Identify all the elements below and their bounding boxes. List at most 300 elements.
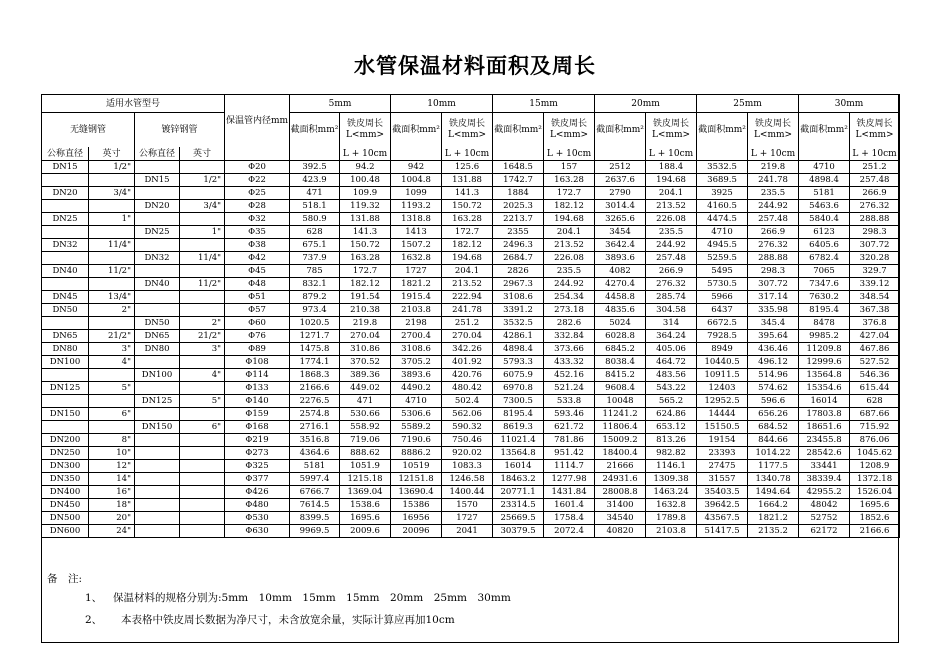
- area-5mm-cell: 2716.1: [290, 421, 340, 434]
- perimeter-25mm-cell: 276.32: [748, 239, 799, 252]
- seamless-nominal-cell: DN20: [42, 187, 89, 200]
- area-25mm-cell: 5966: [697, 291, 748, 304]
- area-30mm-cell: 4710: [799, 161, 850, 174]
- area-15mm-cell: 18463.2: [493, 473, 544, 486]
- perimeter-10mm-cell: 131.88: [442, 174, 493, 187]
- inner-diameter-cell: Φ60: [225, 317, 290, 330]
- area-30mm-cell: 7630.2: [799, 291, 850, 304]
- galvanized-nominal-cell: [135, 447, 180, 460]
- table-row: [42, 200, 900, 213]
- table-row: [42, 174, 900, 187]
- seamless-inch-cell: 13/4": [89, 291, 135, 304]
- galvanized-inch-cell: [180, 161, 225, 174]
- inner-diameter-cell: Φ38: [225, 239, 290, 252]
- galvanized-nominal-cell: DN20: [135, 200, 180, 213]
- seamless-nominal-cell: [42, 278, 89, 291]
- area-30mm-cell: 18651.6: [799, 421, 850, 434]
- perimeter-20mm-cell: 565.2: [646, 395, 697, 408]
- area-20mm-cell: 9608.4: [595, 382, 646, 395]
- table-row: [42, 408, 900, 421]
- galvanized-nominal-cell: DN15: [135, 174, 180, 187]
- perimeter-15mm-cell: 781.86: [544, 434, 595, 447]
- galvanized-nominal-cell: DN150: [135, 421, 180, 434]
- seamless-inch-cell: [89, 174, 135, 187]
- area-30mm-cell: 48042: [799, 499, 850, 512]
- area-25mm-cell: 10440.5: [697, 356, 748, 369]
- area-5mm-cell: 1868.3: [290, 369, 340, 382]
- galvanized-inch-cell: [180, 512, 225, 525]
- perimeter-15mm-cell: 332.84: [544, 330, 595, 343]
- area-30mm-cell: 6782.4: [799, 252, 850, 265]
- inner-diameter-cell: Φ377: [225, 473, 290, 486]
- perimeter-formula: L + 10cm: [748, 147, 799, 161]
- inner-diameter-cell: Φ140: [225, 395, 290, 408]
- perimeter-10mm-cell: 1727: [442, 512, 493, 525]
- area-20mm-cell: 31400: [595, 499, 646, 512]
- perimeter-header: 铁皮周长 L<mm>: [544, 113, 595, 148]
- area-5mm-cell: 1271.7: [290, 330, 340, 343]
- perimeter-5mm-cell: 210.38: [340, 304, 391, 317]
- perimeter-5mm-cell: 172.7: [340, 265, 391, 278]
- inner-diameter-cell: Φ48: [225, 278, 290, 291]
- area-30mm-cell: 11209.8: [799, 343, 850, 356]
- perimeter-30mm-cell: 715.92: [850, 421, 900, 434]
- inner-diameter-cell: Φ45: [225, 265, 290, 278]
- empty-cell: [697, 147, 748, 161]
- perimeter-5mm-cell: 100.48: [340, 174, 391, 187]
- area-30mm-cell: 4898.4: [799, 174, 850, 187]
- area-25mm-cell: 7928.5: [697, 330, 748, 343]
- area-20mm-cell: 18400.4: [595, 447, 646, 460]
- table-row: [42, 499, 900, 512]
- galvanized-nominal-cell: DN40: [135, 278, 180, 291]
- perimeter-15mm-cell: 1431.84: [544, 486, 595, 499]
- perimeter-25mm-cell: 345.4: [748, 317, 799, 330]
- area-5mm-cell: 9969.5: [290, 525, 340, 538]
- perimeter-25mm-cell: 1494.64: [748, 486, 799, 499]
- perimeter-15mm-cell: 204.1: [544, 226, 595, 239]
- perimeter-15mm-cell: 226.08: [544, 252, 595, 265]
- area-30mm-cell: 8478: [799, 317, 850, 330]
- perimeter-25mm-cell: 219.8: [748, 161, 799, 174]
- perimeter-30mm-cell: 615.44: [850, 382, 900, 395]
- area-25mm-cell: 14444: [697, 408, 748, 421]
- seamless-inch-cell: 10": [89, 447, 135, 460]
- table-row: [42, 252, 900, 265]
- perimeter-formula: L + 10cm: [442, 147, 493, 161]
- inner-diameter-cell: Φ273: [225, 447, 290, 460]
- galvanized-nominal-cell: [135, 512, 180, 525]
- area-15mm-cell: 3108.6: [493, 291, 544, 304]
- thickness-30mm: 30mm: [799, 95, 900, 113]
- seamless-nominal-cell: DN80: [42, 343, 89, 356]
- area-20mm-cell: 28008.8: [595, 486, 646, 499]
- perimeter-25mm-cell: 395.64: [748, 330, 799, 343]
- perimeter-15mm-cell: 2072.4: [544, 525, 595, 538]
- galvanized-inch-cell: 11/2": [180, 278, 225, 291]
- area-25mm-cell: 35403.5: [697, 486, 748, 499]
- seamless-inch-cell: 14": [89, 473, 135, 486]
- perimeter-20mm-cell: 235.5: [646, 226, 697, 239]
- perimeter-5mm-cell: 1538.6: [340, 499, 391, 512]
- area-20mm-cell: 11241.2: [595, 408, 646, 421]
- perimeter-25mm-cell: 596.6: [748, 395, 799, 408]
- area-20mm-cell: 34540: [595, 512, 646, 525]
- area-25mm-cell: 5730.5: [697, 278, 748, 291]
- perimeter-15mm-cell: 213.52: [544, 239, 595, 252]
- perimeter-10mm-cell: 401.92: [442, 356, 493, 369]
- galvanized-inch-cell: 1/2": [180, 174, 225, 187]
- seamless-inch-cell: 3": [89, 343, 135, 356]
- galvanized-nominal-cell: DN65: [135, 330, 180, 343]
- perimeter-5mm-cell: 530.66: [340, 408, 391, 421]
- area-15mm-cell: 4286.1: [493, 330, 544, 343]
- page-title: 水管保温材料面积及周长: [354, 54, 596, 78]
- galvanized-nominal-cell: [135, 161, 180, 174]
- perimeter-15mm-cell: 1758.4: [544, 512, 595, 525]
- galvanized-inch-cell: [180, 265, 225, 278]
- perimeter-10mm-cell: 1570: [442, 499, 493, 512]
- area-5mm-cell: 8399.5: [290, 512, 340, 525]
- seamless-nominal-cell: DN50: [42, 304, 89, 317]
- seamless-inch-cell: [89, 278, 135, 291]
- area-30mm-cell: 5181: [799, 187, 850, 200]
- inner-diameter-cell: Φ42: [225, 252, 290, 265]
- perimeter-15mm-cell: 433.32: [544, 356, 595, 369]
- perimeter-5mm-cell: 182.12: [340, 278, 391, 291]
- area-15mm-cell: 6970.8: [493, 382, 544, 395]
- galvanized-nominal-cell: DN80: [135, 343, 180, 356]
- table-row: [42, 304, 900, 317]
- area-15mm-cell: 1648.5: [493, 161, 544, 174]
- area-20mm-cell: 3265.6: [595, 213, 646, 226]
- galvanized-inch-cell: [180, 382, 225, 395]
- area-20mm-cell: 4270.4: [595, 278, 646, 291]
- galvanized-nominal-cell: [135, 434, 180, 447]
- perimeter-30mm-cell: 251.2: [850, 161, 900, 174]
- galvanized-nominal-cell: DN32: [135, 252, 180, 265]
- area-25mm-cell: 12952.5: [697, 395, 748, 408]
- inner-diameter-cell: Φ25: [225, 187, 290, 200]
- table-row: [42, 382, 900, 395]
- perimeter-20mm-cell: 464.72: [646, 356, 697, 369]
- area-10mm-cell: 10519: [391, 460, 442, 473]
- perimeter-10mm-cell: 182.12: [442, 239, 493, 252]
- area-30mm-cell: 13564.8: [799, 369, 850, 382]
- area-header: 截面积mm²: [391, 113, 442, 148]
- area-5mm-cell: 423.9: [290, 174, 340, 187]
- perimeter-20mm-cell: 213.52: [646, 200, 697, 213]
- seamless-inch-cell: 5": [89, 382, 135, 395]
- perimeter-30mm-cell: 266.9: [850, 187, 900, 200]
- perimeter-15mm-cell: 244.92: [544, 278, 595, 291]
- inner-diameter-header: 保温管内径mm: [225, 95, 290, 148]
- area-20mm-cell: 10048: [595, 395, 646, 408]
- area-5mm-cell: 628: [290, 226, 340, 239]
- galvanized-inch-cell: [180, 447, 225, 460]
- perimeter-10mm-cell: 920.02: [442, 447, 493, 460]
- galvanized-inch-cell: [180, 525, 225, 538]
- area-25mm-cell: 39642.5: [697, 499, 748, 512]
- area-25mm-cell: 12403: [697, 382, 748, 395]
- empty-cell: [290, 147, 340, 161]
- perimeter-10mm-cell: 590.32: [442, 421, 493, 434]
- perimeter-15mm-cell: 533.8: [544, 395, 595, 408]
- area-10mm-cell: 7190.6: [391, 434, 442, 447]
- area-20mm-cell: 15009.2: [595, 434, 646, 447]
- area-15mm-cell: 20771.1: [493, 486, 544, 499]
- area-20mm-cell: 8415.2: [595, 369, 646, 382]
- perimeter-25mm-cell: 1177.5: [748, 460, 799, 473]
- galvanized-inch-cell: 5": [180, 395, 225, 408]
- perimeter-30mm-cell: 1372.18: [850, 473, 900, 486]
- area-30mm-cell: 28542.6: [799, 447, 850, 460]
- area-10mm-cell: 1413: [391, 226, 442, 239]
- perimeter-30mm-cell: 257.48: [850, 174, 900, 187]
- perimeter-5mm-cell: 219.8: [340, 317, 391, 330]
- perimeter-5mm-cell: 2009.6: [340, 525, 391, 538]
- inner-diameter-cell: Φ57: [225, 304, 290, 317]
- seamless-inch-cell: 2": [89, 304, 135, 317]
- seamless-nominal-cell: DN65: [42, 330, 89, 343]
- area-20mm-cell: 4082: [595, 265, 646, 278]
- perimeter-5mm-cell: 719.06: [340, 434, 391, 447]
- perimeter-15mm-cell: 157: [544, 161, 595, 174]
- perimeter-20mm-cell: 194.68: [646, 174, 697, 187]
- galvanized-inch-cell: [180, 408, 225, 421]
- seamless-pipe-header: 无缝钢管: [42, 113, 135, 148]
- perimeter-15mm-cell: 194.68: [544, 213, 595, 226]
- seamless-nominal-cell: DN300: [42, 460, 89, 473]
- perimeter-15mm-cell: 254.34: [544, 291, 595, 304]
- perimeter-20mm-cell: 813.26: [646, 434, 697, 447]
- perimeter-25mm-cell: 574.62: [748, 382, 799, 395]
- inner-diameter-cell: Φ325: [225, 460, 290, 473]
- perimeter-15mm-cell: 521.24: [544, 382, 595, 395]
- area-10mm-cell: 1004.8: [391, 174, 442, 187]
- perimeter-15mm-cell: 1601.4: [544, 499, 595, 512]
- area-30mm-cell: 6123: [799, 226, 850, 239]
- area-30mm-cell: 23455.8: [799, 434, 850, 447]
- area-5mm-cell: 1774.1: [290, 356, 340, 369]
- insulation-table: [41, 94, 900, 538]
- perimeter-30mm-cell: 339.12: [850, 278, 900, 291]
- area-10mm-cell: 1318.8: [391, 213, 442, 226]
- area-header: 截面积mm²: [290, 113, 340, 148]
- area-20mm-cell: 8038.4: [595, 356, 646, 369]
- seamless-nominal-cell: DN500: [42, 512, 89, 525]
- area-20mm-cell: 24931.6: [595, 473, 646, 486]
- galvanized-inch-cell: [180, 304, 225, 317]
- galvanized-inch-cell: 3/4": [180, 200, 225, 213]
- thickness-25mm: 25mm: [697, 95, 799, 113]
- galvanized-nominal-cell: [135, 239, 180, 252]
- perimeter-30mm-cell: 628: [850, 395, 900, 408]
- seamless-nominal-cell: [42, 200, 89, 213]
- applicable-type-header: 适用水管型号: [42, 95, 225, 113]
- seamless-inch-cell: 1/2": [89, 161, 135, 174]
- perimeter-20mm-cell: 1789.8: [646, 512, 697, 525]
- perimeter-15mm-cell: 593.46: [544, 408, 595, 421]
- galvanized-nominal-cell: [135, 291, 180, 304]
- galvanized-inch-cell: [180, 213, 225, 226]
- perimeter-25mm-cell: 1664.2: [748, 499, 799, 512]
- inner-diameter-cell: Φ108: [225, 356, 290, 369]
- perimeter-10mm-cell: 150.72: [442, 200, 493, 213]
- seamless-inch-cell: 4": [89, 356, 135, 369]
- area-25mm-cell: 4945.5: [697, 239, 748, 252]
- perimeter-5mm-cell: 109.9: [340, 187, 391, 200]
- galvanized-inch-cell: 6": [180, 421, 225, 434]
- perimeter-15mm-cell: 621.72: [544, 421, 595, 434]
- galvanized-nominal-cell: [135, 473, 180, 486]
- note-2-text: 本表格中铁皮周长数据为净尺寸，未含放宽余量，实际计算应再加10cm: [121, 614, 455, 626]
- table-row: [42, 525, 900, 538]
- galvanized-nominal-cell: [135, 382, 180, 395]
- perimeter-10mm-cell: 194.68: [442, 252, 493, 265]
- perimeter-20mm-cell: 244.92: [646, 239, 697, 252]
- galvanized-nominal-cell: [135, 460, 180, 473]
- perimeter-10mm-cell: 172.7: [442, 226, 493, 239]
- perimeter-25mm-cell: 317.14: [748, 291, 799, 304]
- perimeter-5mm-cell: 370.52: [340, 356, 391, 369]
- perimeter-30mm-cell: 1695.6: [850, 499, 900, 512]
- table-row: [42, 356, 900, 369]
- perimeter-10mm-cell: 342.26: [442, 343, 493, 356]
- perimeter-25mm-cell: 244.92: [748, 200, 799, 213]
- galvanized-nominal-cell: DN50: [135, 317, 180, 330]
- area-25mm-cell: 3689.5: [697, 174, 748, 187]
- galvanized-inch-cell: 4": [180, 369, 225, 382]
- perimeter-10mm-cell: 163.28: [442, 213, 493, 226]
- perimeter-10mm-cell: 222.94: [442, 291, 493, 304]
- perimeter-30mm-cell: 527.52: [850, 356, 900, 369]
- perimeter-5mm-cell: 449.02: [340, 382, 391, 395]
- perimeter-25mm-cell: 335.98: [748, 304, 799, 317]
- table-row: [42, 473, 900, 486]
- area-5mm-cell: 580.9: [290, 213, 340, 226]
- area-15mm-cell: 6075.9: [493, 369, 544, 382]
- table-row: [42, 434, 900, 447]
- perimeter-10mm-cell: 270.04: [442, 330, 493, 343]
- area-30mm-cell: 15354.6: [799, 382, 850, 395]
- area-10mm-cell: 13690.4: [391, 486, 442, 499]
- area-10mm-cell: 2700.4: [391, 330, 442, 343]
- area-30mm-cell: 17803.8: [799, 408, 850, 421]
- note-1-number: 1、: [85, 592, 103, 604]
- area-25mm-cell: 23393: [697, 447, 748, 460]
- empty-cell: [391, 147, 442, 161]
- galvanized-inch-cell: [180, 434, 225, 447]
- perimeter-20mm-cell: 1309.38: [646, 473, 697, 486]
- perimeter-25mm-cell: 298.3: [748, 265, 799, 278]
- thickness-20mm: 20mm: [595, 95, 697, 113]
- inner-diameter-cell: Φ426: [225, 486, 290, 499]
- area-10mm-cell: 12151.8: [391, 473, 442, 486]
- perimeter-5mm-cell: 150.72: [340, 239, 391, 252]
- galvanized-nominal-cell: [135, 499, 180, 512]
- seamless-inch-cell: 16": [89, 486, 135, 499]
- area-25mm-cell: 27475: [697, 460, 748, 473]
- inner-diameter-cell: Φ133: [225, 382, 290, 395]
- area-15mm-cell: 2025.3: [493, 200, 544, 213]
- seamless-inch-cell: [89, 317, 135, 330]
- area-15mm-cell: 25669.5: [493, 512, 544, 525]
- area-5mm-cell: 879.2: [290, 291, 340, 304]
- perimeter-20mm-cell: 1146.1: [646, 460, 697, 473]
- area-15mm-cell: 3391.2: [493, 304, 544, 317]
- perimeter-5mm-cell: 119.32: [340, 200, 391, 213]
- perimeter-5mm-cell: 141.3: [340, 226, 391, 239]
- area-5mm-cell: 2574.8: [290, 408, 340, 421]
- perimeter-10mm-cell: 1400.44: [442, 486, 493, 499]
- area-10mm-cell: 8886.2: [391, 447, 442, 460]
- galvanized-inch-cell: 1": [180, 226, 225, 239]
- area-30mm-cell: 16014: [799, 395, 850, 408]
- area-20mm-cell: 3893.6: [595, 252, 646, 265]
- perimeter-header: 铁皮周长 L<mm>: [850, 113, 900, 148]
- area-30mm-cell: 62172: [799, 525, 850, 538]
- area-15mm-cell: 1742.7: [493, 174, 544, 187]
- seamless-inch-cell: 6": [89, 408, 135, 421]
- galvanized-inch-cell: [180, 356, 225, 369]
- perimeter-5mm-cell: 1369.04: [340, 486, 391, 499]
- area-30mm-cell: 5463.6: [799, 200, 850, 213]
- area-10mm-cell: 1632.8: [391, 252, 442, 265]
- area-25mm-cell: 5259.5: [697, 252, 748, 265]
- perimeter-5mm-cell: 1695.6: [340, 512, 391, 525]
- galvanized-inch-cell: 21/2": [180, 330, 225, 343]
- area-10mm-cell: 5306.6: [391, 408, 442, 421]
- area-10mm-cell: 2198: [391, 317, 442, 330]
- area-30mm-cell: 12999.6: [799, 356, 850, 369]
- perimeter-header: 铁皮周长 L<mm>: [646, 113, 697, 148]
- galvanized-inch-cell: [180, 291, 225, 304]
- inner-diameter-cell: Φ630: [225, 525, 290, 538]
- galvanized-nominal-cell: [135, 213, 180, 226]
- perimeter-30mm-cell: 298.3: [850, 226, 900, 239]
- perimeter-30mm-cell: 367.38: [850, 304, 900, 317]
- area-25mm-cell: 4160.5: [697, 200, 748, 213]
- area-10mm-cell: 3705.2: [391, 356, 442, 369]
- galvanized-nominal-cell: DN100: [135, 369, 180, 382]
- perimeter-25mm-cell: 1340.78: [748, 473, 799, 486]
- perimeter-20mm-cell: 2103.8: [646, 525, 697, 538]
- area-25mm-cell: 6672.5: [697, 317, 748, 330]
- area-30mm-cell: 6405.6: [799, 239, 850, 252]
- perimeter-formula: L + 10cm: [340, 147, 391, 161]
- area-10mm-cell: 942: [391, 161, 442, 174]
- perimeter-25mm-cell: 288.88: [748, 252, 799, 265]
- galvanized-nominal-cell: [135, 356, 180, 369]
- perimeter-5mm-cell: 888.62: [340, 447, 391, 460]
- seamless-nominal-cell: [42, 226, 89, 239]
- galvanized-pipe-header: 镀锌钢管: [135, 113, 225, 148]
- galvanized-nominal-cell: [135, 486, 180, 499]
- area-5mm-cell: 3516.8: [290, 434, 340, 447]
- area-5mm-cell: 5997.4: [290, 473, 340, 486]
- area-5mm-cell: 471: [290, 187, 340, 200]
- perimeter-10mm-cell: 141.3: [442, 187, 493, 200]
- area-25mm-cell: 10911.5: [697, 369, 748, 382]
- perimeter-20mm-cell: 276.32: [646, 278, 697, 291]
- perimeter-10mm-cell: 251.2: [442, 317, 493, 330]
- area-5mm-cell: 392.5: [290, 161, 340, 174]
- area-10mm-cell: 16956: [391, 512, 442, 525]
- galvanized-nominal-cell: DN25: [135, 226, 180, 239]
- perimeter-30mm-cell: 1526.04: [850, 486, 900, 499]
- area-5mm-cell: 2276.5: [290, 395, 340, 408]
